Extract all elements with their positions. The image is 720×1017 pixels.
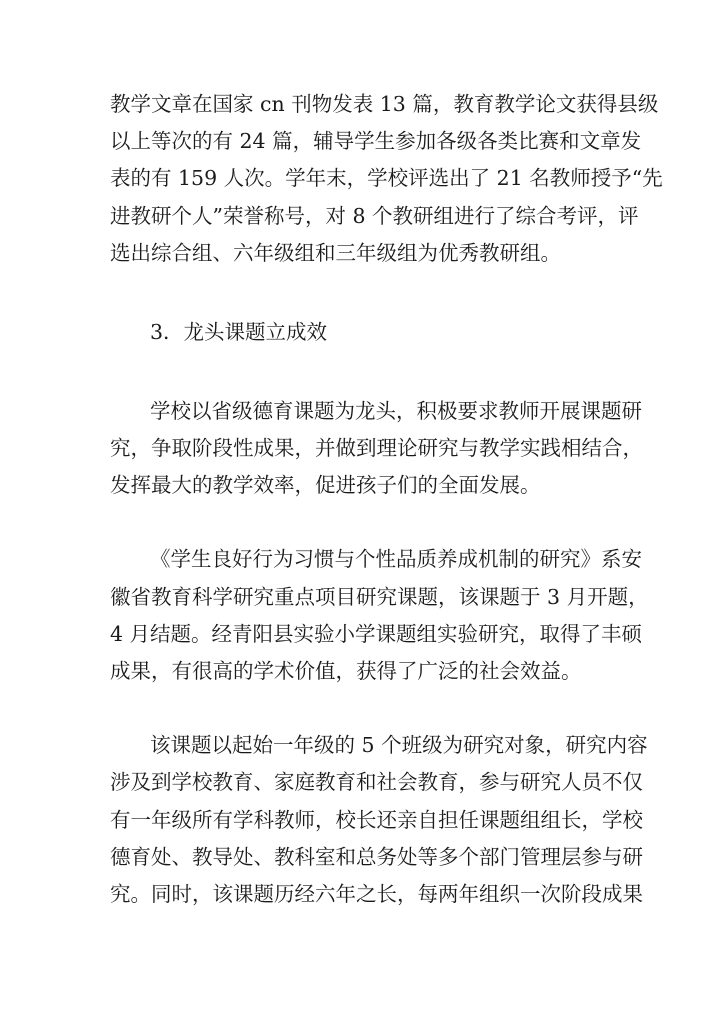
paragraph-4-line-5: 究。同时，该课题历经六年之长，每两年组织一次阶段成果 bbox=[110, 882, 643, 906]
paragraph-4-line-1: 该课题以起始一年级的 5 个班级为研究对象，研究内容 bbox=[150, 733, 648, 757]
paragraph-1-line-3: 表的有 159 人次。学年末，学校评选出了 21 名教师授予“先 bbox=[110, 166, 663, 190]
paragraph-3-line-1: 《学生良好行为习惯与个性品质养成机制的研究》系安 bbox=[150, 547, 642, 571]
paragraph-1-line-4: 进教研个人”荣誉称号，对 8 个教研组进行了综合考评，评 bbox=[110, 204, 639, 228]
paragraph-3-line-4: 成果，有很高的学术价值，获得了广泛的社会效益。 bbox=[110, 659, 582, 683]
paragraph-2-line-3: 发挥最大的教学效率，促进孩子们的全面发展。 bbox=[110, 473, 541, 497]
paragraph-4-line-2: 涉及到学校教育、家庭教育和社会教育，参与研究人员不仅 bbox=[110, 770, 643, 794]
paragraph-3-line-2: 徽省教育科学研究重点项目研究课题，该课题于 3 月开题， bbox=[110, 585, 649, 609]
paragraph-4-line-3: 有一年级所有学科教师，校长还亲自担任课题组组长，学校 bbox=[110, 808, 643, 832]
paragraph-1-line-1: 教学文章在国家 cn 刊物发表 13 篇，教育教学论文获得县级 bbox=[110, 92, 659, 116]
paragraph-4-line-4: 德育处、教导处、教科室和总务处等多个部门管理层参与研 bbox=[110, 845, 643, 869]
paragraph-1-line-5: 选出综合组、六年级组和三年级组为优秀教研组。 bbox=[110, 241, 561, 265]
paragraph-1-line-2: 以上等次的有 24 篇，辅导学生参加各级各类比赛和文章发 bbox=[110, 129, 642, 153]
section-heading: 3．龙头课题立成效 bbox=[150, 320, 328, 344]
paragraph-3-line-3: 4 月结题。经青阳县实验小学课题组实验研究，取得了丰硕 bbox=[110, 622, 643, 646]
paragraph-2-line-1: 学校以省级德育课题为龙头，积极要求教师开展课题研 bbox=[150, 399, 642, 423]
paragraph-2-line-2: 究，争取阶段性成果，并做到理论研究与教学实践相结合， bbox=[110, 436, 643, 460]
